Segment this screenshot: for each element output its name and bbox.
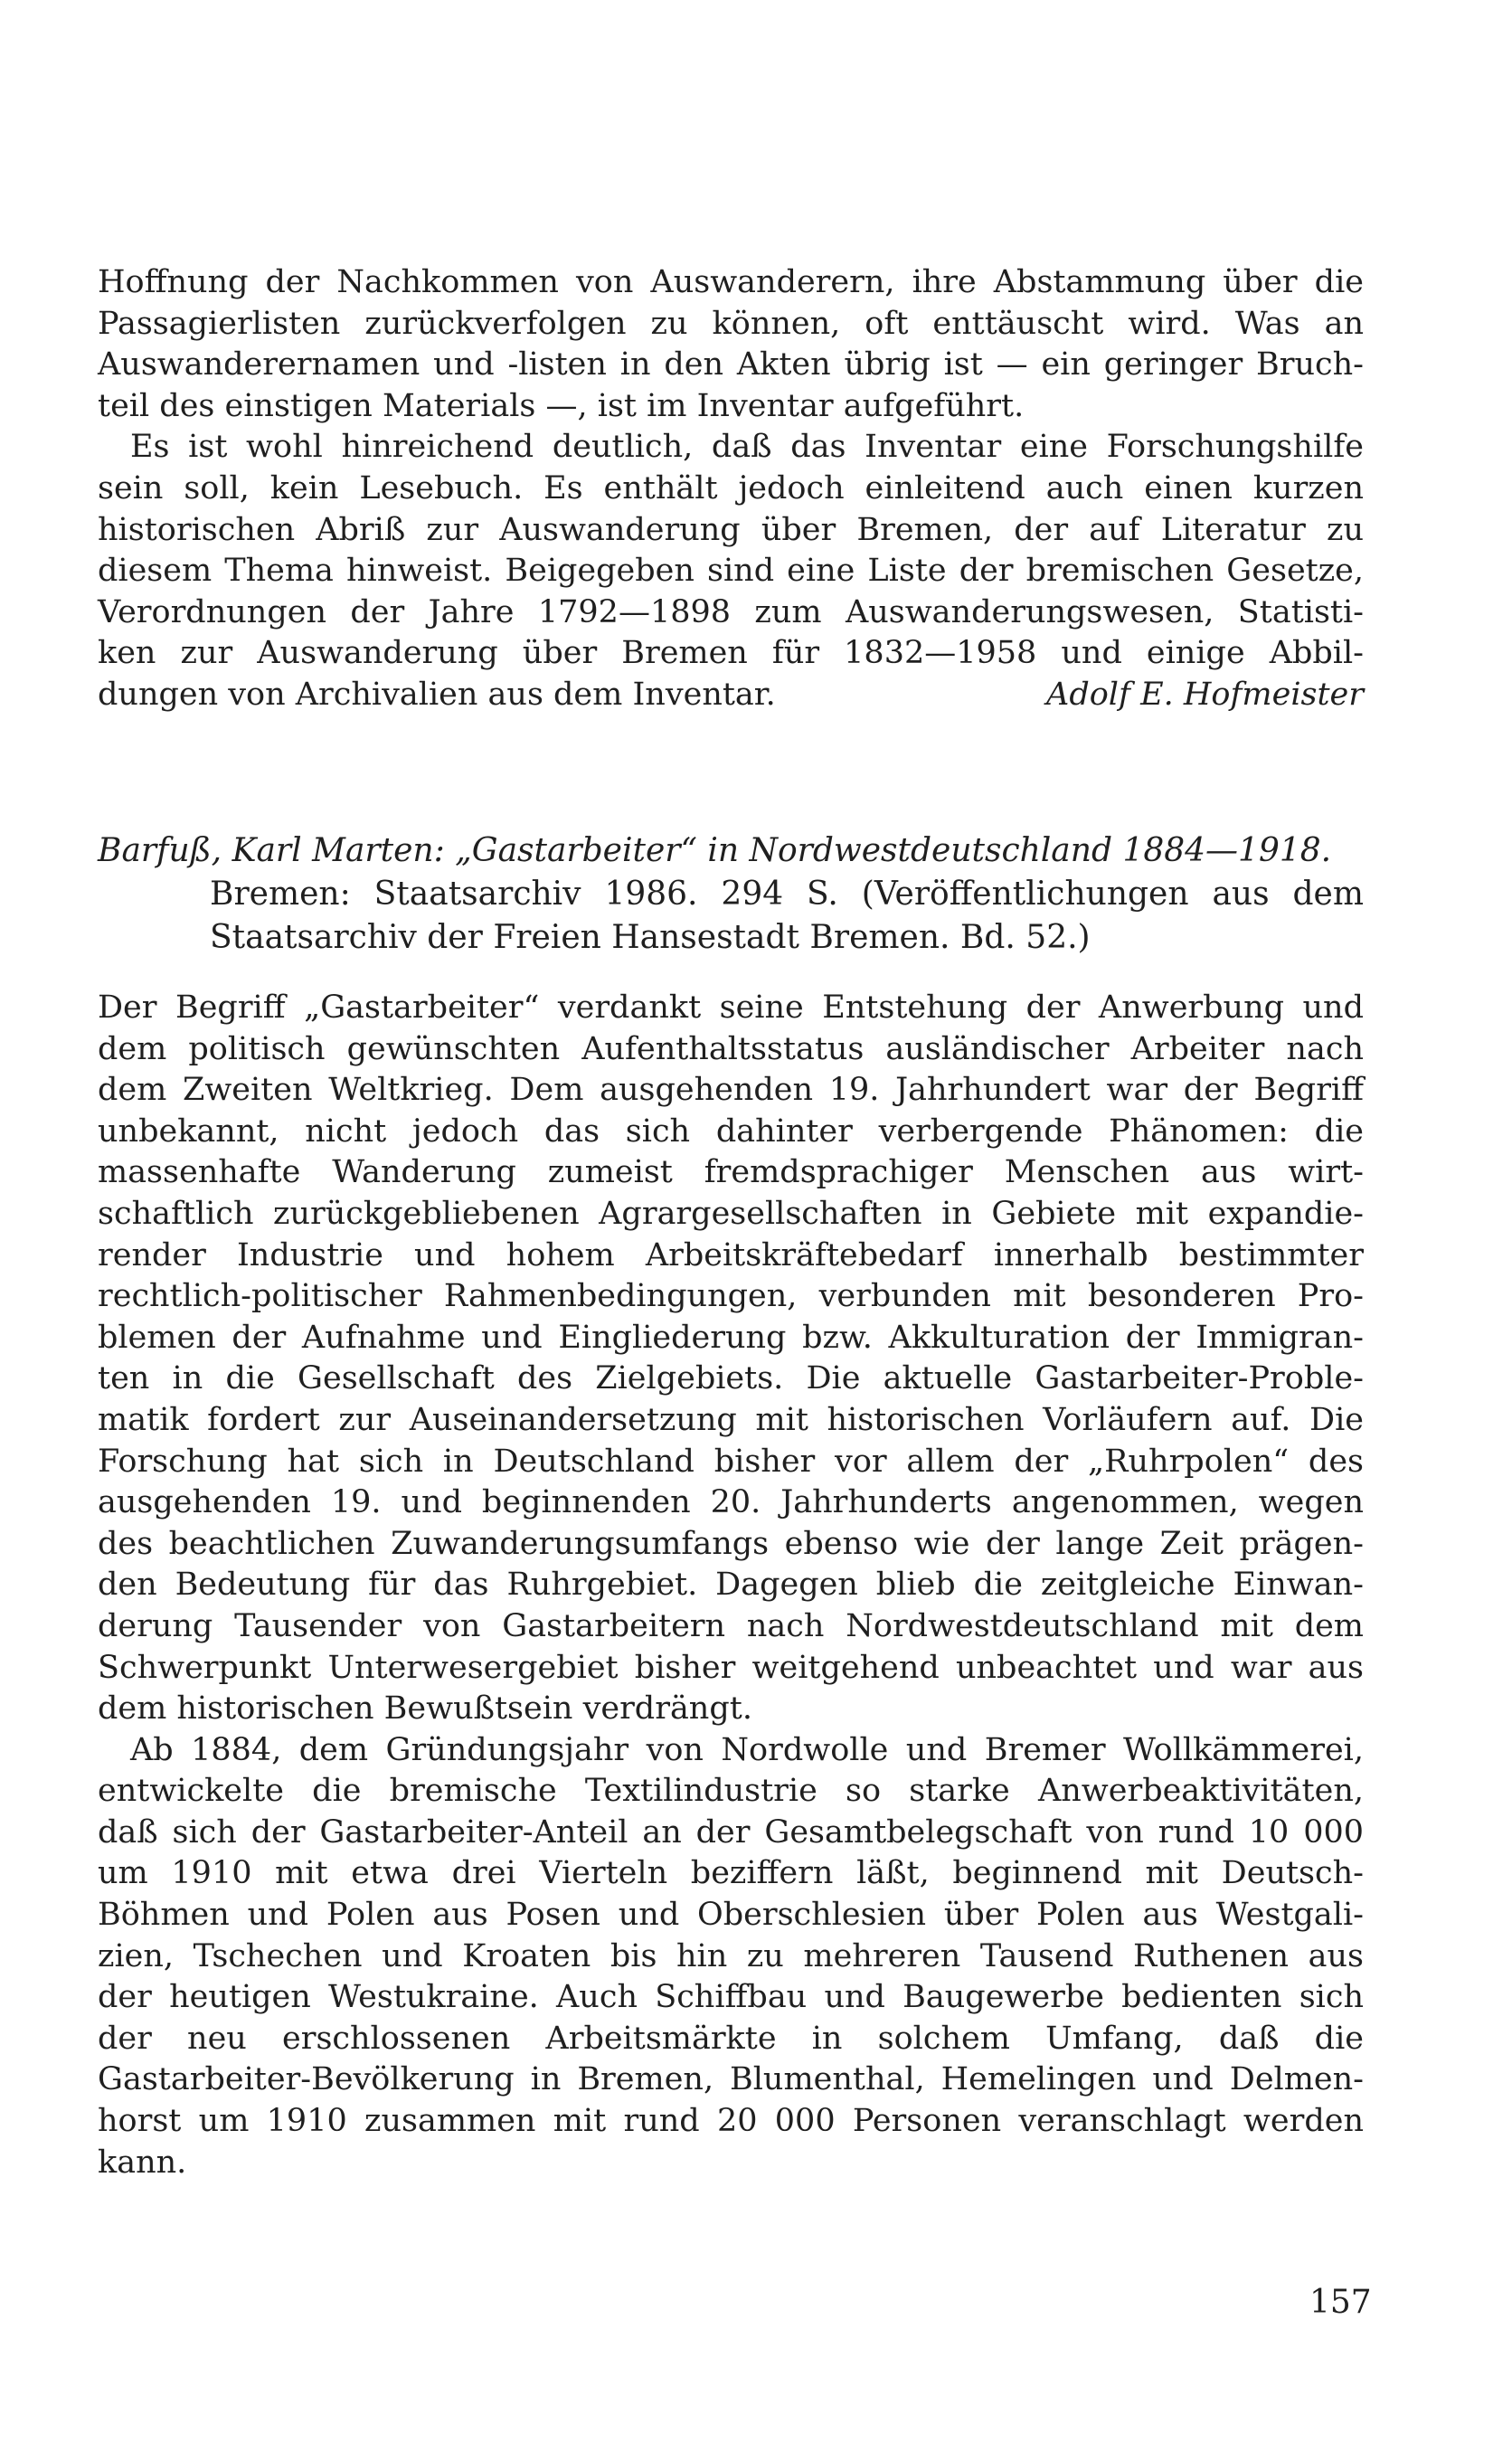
text-line: Auswanderernamen und -listen in den Akten übrig ist — ein geringer Bruch- (98, 346, 1364, 383)
text-line: blemen der Aufnahme und Eingliederung bzw. Akkulturation der Immigran- (98, 1319, 1364, 1356)
text-line: den Bedeutung für das Ruhrgebiet. Dagegen blieb die zeitgleiche Einwan- (98, 1567, 1364, 1604)
text-line: dem historischen Bewußtsein verdrängt. (98, 1690, 752, 1728)
text-line: ken zur Auswanderung über Bremen für 1832—1958 und einige Abbil- (98, 635, 1364, 672)
text-line: daß sich der Gastarbeiter-Anteil an der Gesamtbelegschaft von rund 10 000 (98, 1813, 1364, 1851)
text-line: der neu erschlossenen Arbeitsmärkte in solchem Umfang, daß die (98, 2020, 1364, 2057)
text-line: schaftlich zurückgebliebenen Agrargesellschaften in Gebiete mit expandie- (98, 1195, 1364, 1232)
text-line: Passagierlisten zurückverfolgen zu können, oft enttäuscht wird. Was an (98, 305, 1364, 342)
text-line: unbekannt, nicht jedoch das sich dahinter verbergende Phänomen: die (98, 1112, 1364, 1150)
text-line: matik fordert zur Auseinandersetzung mit historischen Vorläufern auf. Die (98, 1401, 1364, 1438)
text-line: Gastarbeiter-Bevölkerung in Bremen, Blumenthal, Hemelingen und Delmen- (98, 2061, 1364, 2098)
reviewer-name: Adolf E. Hofmeister (1046, 676, 1364, 713)
citation-author-title: Barfuß, Karl Marten: „Gastarbeiter“ in Nordwestdeutschland 1884—1918. (98, 832, 1332, 869)
text-line: ten in die Gesellschaft des Zielgebiets. Die aktuelle Gastarbeiter-Proble- (98, 1360, 1364, 1397)
text-line: massenhafte Wanderung zumeist fremdsprachiger Menschen aus wirt- (98, 1154, 1364, 1191)
text-line: Es ist wohl hinreichend deutlich, daß das Inventar eine Forschungshilfe (130, 429, 1364, 466)
text-line: Verordnungen der Jahre 1792—1898 zum Auswanderungswesen, Statisti- (98, 593, 1364, 630)
text-line: Forschung hat sich in Deutschland bisher vor allem der „Ruhrpolen“ des (98, 1443, 1364, 1480)
signature-line (98, 675, 1364, 716)
page-number: 157 (1309, 2284, 1372, 2321)
text-line: Hoffnung der Nachkommen von Auswanderern, ihre Abstammung über die (98, 264, 1364, 300)
text-line: des beachtlichen Zuwanderungsumfangs ebenso wie der lange Zeit prägen- (98, 1525, 1364, 1562)
text-line: ausgehenden 19. und beginnenden 20. Jahrhunderts angenommen, wegen (98, 1484, 1364, 1521)
citation-publication-line: Staatsarchiv der Freien Hansestadt Bremen. Bd. 52.) (210, 919, 1091, 956)
text-line: Der Begriff „Gastarbeiter“ verdankt seine Entstehung der Anwerbung und (98, 989, 1364, 1026)
text-line: horst um 1910 zusammen mit rund 20 000 Personen veranschlagt werden (98, 2103, 1364, 2140)
review-body (98, 988, 1364, 2183)
text-line: entwickelte die bremische Textilindustrie so starke Anwerbeaktivitäten, (98, 1773, 1364, 1810)
book-citation (98, 829, 1364, 960)
text-line: render Industrie und hohem Arbeitskräftebedarf innerhalb bestimmter (98, 1236, 1364, 1273)
text-line: der heutigen Westukraine. Auch Schiffbau und Baugewerbe bedienten sich (98, 1979, 1364, 2016)
text-line: zien, Tschechen und Kroaten bis hin zu mehreren Tausend Ruthenen aus (98, 1937, 1364, 1974)
text-line: derung Tausender von Gastarbeitern nach Nordwestdeutschland mit dem (98, 1607, 1364, 1644)
text-line: kann. (98, 2144, 187, 2181)
text-line: Ab 1884, dem Gründungsjahr von Nordwolle und Bremer Wollkämmerei, (130, 1731, 1364, 1768)
text-line: Schwerpunkt Unterwesergebiet bisher weitgehend unbeachtet und war aus (98, 1649, 1364, 1686)
text-line: Böhmen und Polen aus Posen und Oberschlesien über Polen aus Westgali- (98, 1897, 1364, 1934)
text-line: teil des einstigen Materials —, ist im Inventar aufgeführt. (98, 387, 1025, 424)
text-line: dem Zweiten Weltkrieg. Dem ausgehenden 19. Jahrhundert war der Begriff (98, 1072, 1364, 1109)
previous-review-text (98, 262, 1364, 716)
citation-publication-line: Bremen: Staatsarchiv 1986. 294 S. (Veröffentlichungen aus dem (210, 876, 1364, 913)
text-line: diesem Thema hinweist. Beigegeben sind eine Liste der bremischen Gesetze, (98, 553, 1364, 590)
text-line: historischen Abriß zur Auswanderung über Bremen, der auf Literatur zu (98, 511, 1364, 548)
text-line: sein soll, kein Lesebuch. Es enthält jedoch einleitend auch einen kurzen (98, 469, 1364, 506)
text-line: dem politisch gewünschten Aufenthaltsstatus ausländischer Arbeiter nach (98, 1030, 1364, 1067)
text-line: um 1910 mit etwa drei Vierteln beziffern läßt, beginnend mit Deutsch- (98, 1855, 1364, 1892)
text-line: rechtlich-politischer Rahmenbedingungen, verbunden mit besonderen Pro- (98, 1278, 1364, 1315)
text-line: dungen von Archivalien aus dem Inventar. (98, 676, 776, 713)
